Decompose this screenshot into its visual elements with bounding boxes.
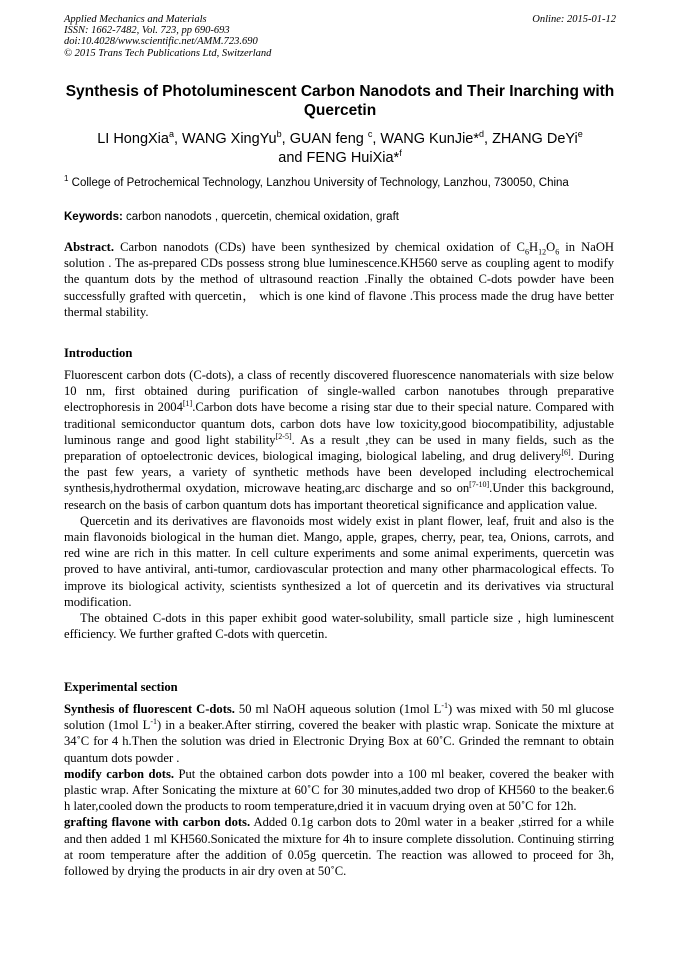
experimental-text: ) in a beaker.After stirring, covered the beaker with plastic wrap. Sonicate the mixture at 34˚C for 4 h.Then the solution was dried in Electronic Drying Box at 60˚C. Grinded the remnant to obtain quantum dots powder . — [64, 718, 614, 765]
author-affil-mark: b — [276, 129, 282, 140]
experimental-heading: Experimental section — [64, 680, 178, 694]
author-separator: , — [372, 131, 381, 147]
keywords — [64, 210, 616, 224]
affiliation-number: 1 — [64, 174, 69, 184]
author: LI HongXia — [97, 131, 169, 147]
author-affil-mark: c — [367, 129, 373, 140]
affiliation-text: College of Petrochemical Technology, Lanzhou University of Technology, Lanzhou, 730050, China — [68, 177, 569, 189]
unit-superscript: -1 — [441, 700, 448, 710]
subsection-label: Synthesis of fluorescent C-dots. — [64, 702, 235, 716]
online-date: Online: 2015-01-12 — [532, 14, 616, 25]
keywords-label: Keywords: — [64, 211, 123, 223]
affiliation — [64, 176, 624, 190]
formula-subscript: 12 — [538, 247, 547, 257]
paper-title: Synthesis of Photoluminescent Carbon Nanodots and Their Inarching with Quercetin — [65, 83, 615, 119]
experimental-text: Put the obtained carbon dots powder into a 100 ml beaker, covered the beaker with plastic wrap. After Sonicating the mixture at 60˚C for 30 minutes,added two drop of KH560 to the beaker.6 h later,cooled down the products to room temperature,dried it in vacuum drying oven at 50˚C for 12h. — [64, 766, 614, 814]
author-list — [52, 130, 628, 168]
abstract-text: H — [528, 240, 539, 254]
experimental-section — [64, 701, 614, 879]
experimental-text: Added 0.1g carbon dots to 20ml water in a beaker ,stirred for a while and then added 1 ml KH560.Sonicated the mixture for 4h to insure complete dissolution. Continuing stirring at room temperature after the addition of 0.05g quercetin. The reaction was allowed to proceed for 3h, followed by drying the products in air dry oven at 50˚C. — [64, 815, 614, 879]
intro-text: . As a result ,they can be used in many fields, such as the preparation of optoelectronic devices, biological imaging, biological labeling, and drug delivery — [64, 432, 615, 464]
abstract-text: O — [546, 240, 556, 254]
citation[interactable]: [2-5] — [275, 431, 292, 441]
author-affil-mark: d — [479, 129, 485, 140]
citation[interactable]: [6] — [561, 447, 571, 457]
doi-line: doi:10.4028/www.scientific.net/AMM.723.690 — [64, 36, 258, 48]
intro-paragraph — [64, 367, 614, 513]
intro-text: Fluorescent carbon dots (C-dots), a class of recently discovered fluorescence nanomaterials with size below 10 nm, first obtained during purification of single-walled carbon nanotubes through preparative electrophoresis in 2004 — [64, 368, 614, 415]
experimental-text: 50 ml NaOH aqueous solution (1mol L — [234, 702, 442, 716]
intro-text: .Carbon dots have become a rising star due to their special nature. Compared with traditional semiconductor quantum dots, carbon dots have low toxicity,good biocompatibility, adjustable luminous range and good light stability — [64, 400, 615, 447]
introduction-section — [64, 367, 614, 642]
abstract — [64, 239, 614, 320]
author: WANG XingYu — [182, 131, 277, 147]
citation[interactable]: [1] — [182, 399, 193, 409]
author-affil-mark: e — [577, 129, 583, 140]
author: GUAN feng — [289, 131, 368, 147]
author-separator: , — [281, 131, 290, 147]
experimental-paragraph — [64, 766, 614, 815]
citation[interactable]: [7-10] — [469, 480, 490, 490]
experimental-paragraph — [64, 814, 614, 879]
journal-name: Applied Mechanics and Materials — [64, 14, 207, 25]
intro-paragraph: Quercetin and its derivatives are flavonoids most widely exist in plant flower, leaf, fruit and also is the main flavonoids biological in the human diet. Mango, apple, grapes, cherry, pear, tea, Onions, carrots, and red wine are rich in this matter. In cell culture experiments and some animal experiments, quercetin was proved to have antiviral, anti-tumor, cardiovascular protection and many other pharmacological effects. To improve its biological activity, scientists synthesized a lot of quercetin and its derivatives via structural modification. — [64, 513, 614, 609]
issn-line: ISSN: 1662-7482, Vol. 723, pp 690-693 — [64, 25, 230, 37]
abstract-text: in NaOH solution . The as-prepared CDs possess strong blue luminescence.KH560 serve as coupling agent to modify the quantum dots by the method of ultrasound reaction .Finally the obtained C-dots powder have been successfully grafted with quercetin， which is one kind of flavone .This process made the drug have better thermal stability. — [64, 240, 615, 319]
keywords-text: carbon nanodots , quercetin, chemical oxidation, graft — [122, 211, 399, 223]
subsection-label: grafting flavone with carbon dots. — [64, 815, 251, 830]
intro-text: . During the past few years, a variety of synthetic methods have been developed including electrochemical synthesis,hydrothermal oxydation, microwave heating,arc discharge and so on — [64, 449, 614, 496]
experimental-paragraph — [64, 701, 614, 766]
author-separator: , — [173, 131, 183, 147]
formula-subscript: 6 — [555, 247, 560, 257]
abstract-label: Abstract. — [64, 240, 115, 254]
intro-text: .Under this background, research on the basis of carbon quantum dots has important theoretical significance and application value. — [64, 481, 614, 512]
author: and FENG HuiXia* — [278, 150, 400, 166]
author: WANG KunJie* — [380, 131, 479, 147]
author-separator: , — [484, 131, 493, 147]
copyright-line: © 2015 Trans Tech Publications Ltd, Switzerland — [64, 47, 272, 59]
introduction-heading: Introduction — [64, 346, 133, 360]
author: ZHANG DeYi — [492, 131, 578, 147]
abstract-paragraph — [64, 239, 614, 320]
formula-subscript: 6 — [524, 247, 529, 257]
author-affil-mark: f — [399, 148, 402, 159]
experimental-text: ) was mixed with 50 ml glucose solution (1mol L — [64, 702, 614, 733]
intro-paragraph: The obtained C-dots in this paper exhibit good water-solubility, small particle size , high luminescent efficiency. We further grafted C-dots with quercetin. — [64, 611, 614, 642]
abstract-text: Carbon nanodots (CDs) have been synthesized by chemical oxidation of C — [114, 240, 525, 254]
subsection-label: modify carbon dots. — [64, 766, 174, 781]
unit-superscript: -1 — [150, 717, 158, 727]
journal-header — [64, 14, 616, 59]
author-affil-mark: a — [168, 129, 174, 140]
